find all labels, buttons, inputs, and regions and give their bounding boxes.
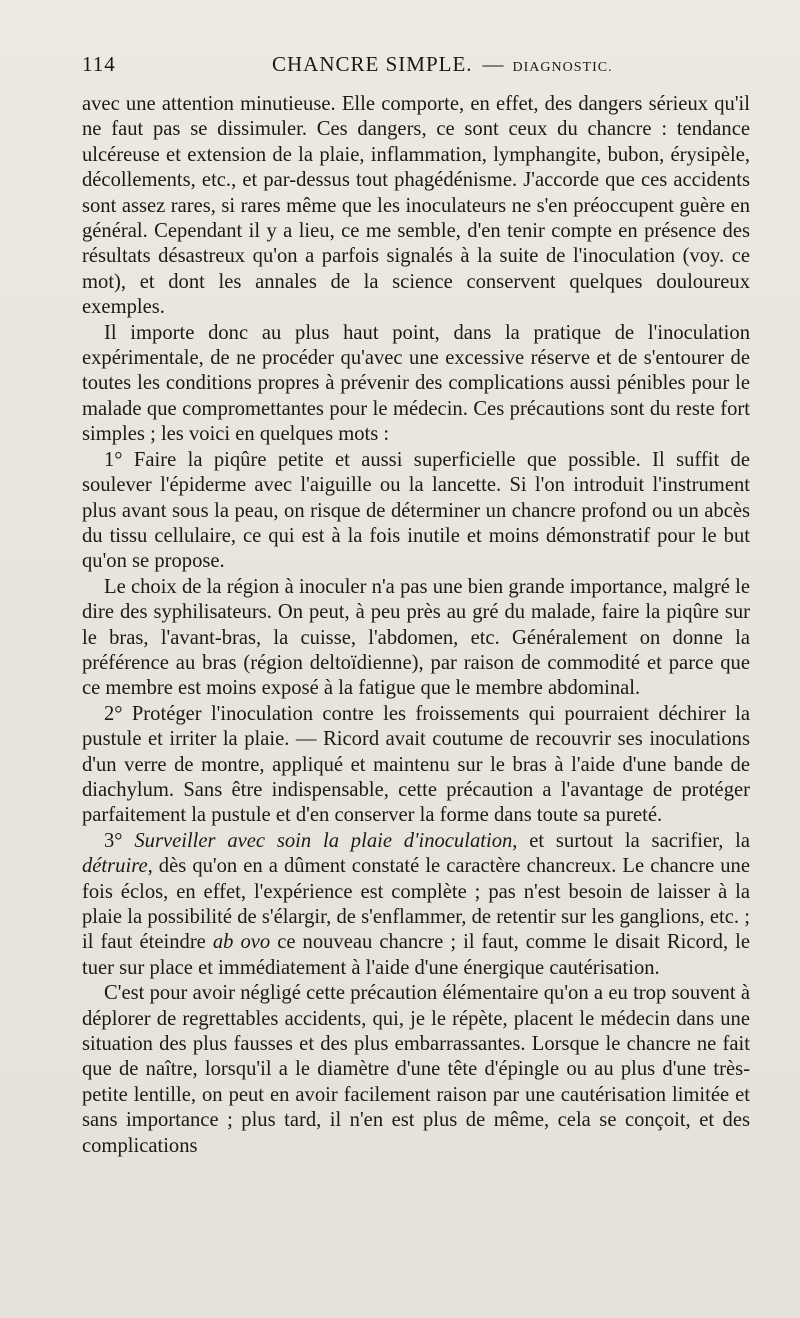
chapter-title: CHANCRE SIMPLE. xyxy=(272,52,473,76)
rule-3-italic-detruire: détruire xyxy=(82,855,148,878)
rule-3-text-c: ce nouveau chancre ; il faut, comme le disait Ricord, le tuer sur place et immédiatement à l'aide d'une énergique cautérisation. xyxy=(82,931,750,979)
paragraph-precautions: Il importe donc au plus haut point, dans la pratique de l'inoculation expérimentale, de ne procéder qu'avec une excessive réserve et de s'entourer de toutes les conditions propres à prévenir des complications aussi pénibles pour le malade que compromettantes pour le médecin. Ces précautions sont du reste fort simples ; les voici en quelques mots : xyxy=(82,321,750,446)
title-dash: — xyxy=(482,52,505,76)
body-text xyxy=(82,92,750,1159)
rule-3-italic-ab-ovo: ab ovo xyxy=(212,931,271,954)
paragraph-rule-1: 1° Faire la piqûre petite et aussi superficielle que possible. Il suffit de soulever l'épiderme avec l'aiguille ou la lancette. Si l'on introduit l'instrument plus avant sous la peau, on risque de déterminer un chancre profond ou un abcès du tissu cellulaire, ce qui est à la fois inutile et moins démonstratif pour le but qu'on se propose. xyxy=(82,448,750,573)
running-header xyxy=(82,52,752,86)
rule-3-text-b: , dès qu'on en a dûment constaté le caractère chancreux. Le chancre une fois éclos, en effet, l'expérience est complète ; pas n'est besoin de laisser à la plaie la possibilité de s'élargir, de s'enflammer, de retentir sur les ganglions, etc. ; il faut éteindre xyxy=(82,855,750,954)
paragraph-region-choice: Le choix de la région à inoculer n'a pas une bien grande importance, malgré le dire des syphilisateurs. On peut, à peu près au gré du malade, faire la piqûre sur le bras, l'avant-bras, la cuisse, l'abdomen, etc. Généralement on donne la préférence au bras (région deltoïdienne), par raison de commodité et parce que ce membre est moins exposé à la fatigue que le membre abdominal. xyxy=(82,575,750,700)
running-title xyxy=(272,52,613,77)
paragraph-continuation: avec une attention minutieuse. Elle comporte, en effet, des dangers sérieux qu'il ne faut pas se dissimuler. Ces dangers, ce sont ceux du chancre : tendance ulcéreuse et extension de la plaie, inflammation, lymphangite, bubon, érysipèle, décollements, etc., et par-dessus tout phagédénisme. J'accorde que ces accidents sont assez rares, si rares même que les inoculateurs ne s'en préoccupent guère en général. Cependant il y a lieu, ce me semble, d'en tenir compte en présence des résultats désastreux qu'on a parfois signalés à la suite de l'inoculation (voy. ce mot), et dont les annales de la science conservent quelques douloureux exemples. xyxy=(82,93,750,319)
section-title: DIAGNOSTIC. xyxy=(512,60,613,75)
page-number: 114 xyxy=(82,52,116,76)
paragraph-rule-2: 2° Protéger l'inoculation contre les froissements qui pourraient déchirer la pustule et irriter la plaie. — Ricord avait coutume de recouvrir ses inoculations d'un verre de montre, appliqué et maintenu sur le bras à l'aide d'une bande de diachylum. Sans être indispensable, cette précaution a l'avantage de protéger parfaitement la pustule et d'en conserver la forme dans toute sa pureté. xyxy=(82,702,750,827)
rule-3-italic-heading: Surveiller avec soin la plaie d'inoculation xyxy=(134,829,513,852)
rule-3-number: 3° xyxy=(104,829,135,852)
rule-3-text-a: , et surtout la sacrifier, la xyxy=(512,829,750,852)
paragraph-rule-3 xyxy=(82,829,750,981)
paragraph-neglect: C'est pour avoir négligé cette précaution élémentaire qu'on a eu trop souvent à déplorer de regrettables accidents, qui, je le répète, placent le médecin dans une situation des plus fausses et des plus embarrassantes. Lorsque le chancre ne fait que de naître, lorsqu'il a le diamètre d'une tête d'épingle ou au plus d'une très-petite lentille, on peut en avoir facilement raison par une cautérisation limitée et sans importance ; plus tard, il n'en est plus de même, cela se conçoit, et des complications xyxy=(82,982,750,1157)
